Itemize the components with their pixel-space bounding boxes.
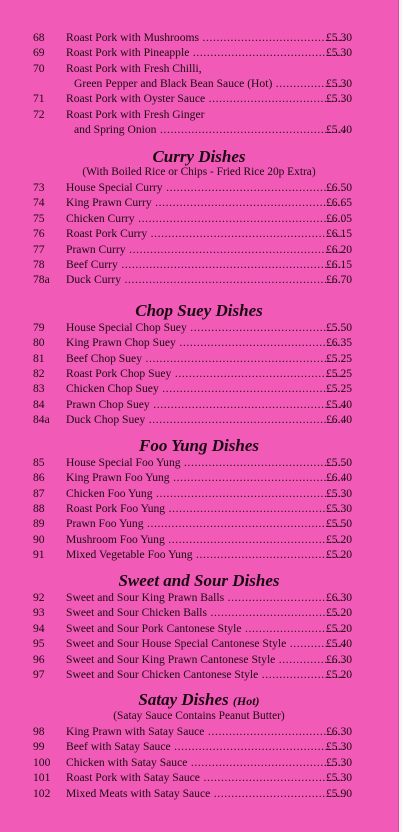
menu-item <box>0 181 398 194</box>
item-number: 91 <box>33 548 45 561</box>
item-price: £5.30 <box>326 46 353 59</box>
item-number: 75 <box>33 212 45 225</box>
menu-item <box>0 548 398 561</box>
menu-item <box>0 92 398 105</box>
item-number: 82 <box>33 367 45 380</box>
item-price: £6.15 <box>326 227 353 240</box>
menu-item <box>0 606 398 619</box>
item-price: £5.20 <box>326 606 353 619</box>
item-price: £5.30 <box>326 756 353 769</box>
item-name: Beef Curry ..... <box>66 258 345 271</box>
item-number: 83 <box>33 382 45 395</box>
item-name: Sweet and Sour Chicken Balls ..... <box>66 606 345 619</box>
item-price: £6.50 <box>326 181 353 194</box>
item-name: House Special Foo Yung ..... <box>66 456 345 469</box>
item-number: 89 <box>33 517 45 530</box>
section-title-text: Sweet and Sour Dishes <box>118 571 280 590</box>
item-number: 73 <box>33 181 45 194</box>
menu-item <box>0 725 398 738</box>
item-name: King Prawn Chop Suey ..... <box>66 336 345 349</box>
item-number: 84 <box>33 398 45 411</box>
item-number: 69 <box>33 46 45 59</box>
menu-item <box>0 367 398 380</box>
item-number: 98 <box>33 725 45 738</box>
menu-item <box>0 258 398 271</box>
item-name: Prawn Chop Suey ..... <box>66 398 345 411</box>
item-price: £5.25 <box>326 352 353 365</box>
menu-item <box>0 123 398 136</box>
item-price: £5.30 <box>326 92 353 105</box>
item-price: £6.65 <box>326 196 353 209</box>
item-name: Roast Pork Foo Yung ..... <box>66 502 345 515</box>
item-name: Chicken Chop Suey ..... <box>66 382 345 395</box>
foo-yung-section-title <box>0 436 398 456</box>
item-number: 81 <box>33 352 45 365</box>
curry-section-note: (With Boiled Rice or Chips - Fried Rice 20p Extra) <box>82 166 316 178</box>
menu-item <box>0 273 398 286</box>
item-price: £6.30 <box>326 591 353 604</box>
item-name: Roast Pork with Mushrooms ..... <box>66 31 345 44</box>
item-number: 79 <box>33 321 45 334</box>
section-title-text: Satay Dishes <box>138 690 229 709</box>
item-name: Sweet and Sour King Prawn Cantonese Style ..... <box>66 653 345 666</box>
section-title-text: Chop Suey Dishes <box>135 301 263 320</box>
item-price: £5.30 <box>326 771 353 784</box>
item-number: 88 <box>33 502 45 515</box>
item-number: 90 <box>33 533 45 546</box>
item-name: Sweet and Sour King Prawn Balls ..... <box>66 591 345 604</box>
item-price: £6.40 <box>326 413 353 426</box>
item-price: £5.40 <box>326 398 353 411</box>
item-price: £6.40 <box>326 471 353 484</box>
item-number: 72 <box>33 108 45 121</box>
item-number: 74 <box>33 196 45 209</box>
curry-section-title <box>0 147 398 167</box>
item-name: Chicken Foo Yung ..... <box>66 487 345 500</box>
menu-item <box>0 471 398 484</box>
item-number: 77 <box>33 243 45 256</box>
menu-item <box>0 336 398 349</box>
item-price: £5.30 <box>326 740 353 753</box>
item-price: £6.30 <box>326 725 353 738</box>
item-price: £5.50 <box>326 321 353 334</box>
menu-item <box>0 243 398 256</box>
section-subtitle: (Hot) <box>232 694 260 708</box>
item-name: Mushroom Foo Yung ..... <box>66 533 345 546</box>
item-name: Roast Pork with Fresh Ginger <box>66 108 205 121</box>
section-title-text: Foo Yung Dishes <box>139 436 259 455</box>
menu-item <box>0 321 398 334</box>
item-name: Roast Pork Chop Suey ..... <box>66 367 345 380</box>
item-name: House Special Curry ..... <box>66 181 345 194</box>
menu-item <box>0 787 398 800</box>
item-price: £5.20 <box>326 548 353 561</box>
item-number: 71 <box>33 92 45 105</box>
menu-item <box>0 637 398 650</box>
item-name: Chicken with Satay Sauce ..... <box>66 756 345 769</box>
item-price: £5.30 <box>326 487 353 500</box>
item-price: £5.30 <box>326 502 353 515</box>
item-number: 78 <box>33 258 45 271</box>
item-price: £5.25 <box>326 367 353 380</box>
menu-item <box>0 413 398 426</box>
item-name: King Prawn with Satay Sauce ..... <box>66 725 345 738</box>
sweet-sour-section-title <box>0 571 398 591</box>
item-number: 96 <box>33 653 45 666</box>
menu-item <box>0 740 398 753</box>
item-name: Sweet and Sour House Special Cantonese Style ..... <box>66 637 345 650</box>
item-price: £6.30 <box>326 653 353 666</box>
menu-item <box>0 31 398 44</box>
item-number: 92 <box>33 591 45 604</box>
menu-item <box>0 62 398 75</box>
item-number: 93 <box>33 606 45 619</box>
menu-item <box>0 622 398 635</box>
item-name: Chicken Curry ..... <box>66 212 345 225</box>
item-name: Mixed Meats with Satay Sauce ..... <box>66 787 345 800</box>
item-name: Green Pepper and Black Bean Sauce (Hot) ..... <box>74 77 345 90</box>
item-price: £5.40 <box>326 637 353 650</box>
item-name: House Special Chop Suey ..... <box>66 321 345 334</box>
item-name: Prawn Curry ..... <box>66 243 345 256</box>
item-number: 85 <box>33 456 45 469</box>
item-number: 76 <box>33 227 45 240</box>
item-number: 78a <box>33 273 50 286</box>
menu-item <box>0 77 398 90</box>
item-number: 95 <box>33 637 45 650</box>
item-number: 97 <box>33 668 45 681</box>
menu-item <box>0 533 398 546</box>
item-name: Beef Chop Suey ..... <box>66 352 345 365</box>
menu-item <box>0 382 398 395</box>
menu-item <box>0 398 398 411</box>
section-title-text: Curry Dishes <box>152 147 246 166</box>
item-name: Roast Pork with Satay Sauce ..... <box>66 771 345 784</box>
item-name: Prawn Foo Yung ..... <box>66 517 345 530</box>
item-name: Roast Pork with Pineapple ..... <box>66 46 345 59</box>
item-price: £5.50 <box>326 456 353 469</box>
item-name: Roast Pork Curry ..... <box>66 227 345 240</box>
item-name: Sweet and Sour Chicken Cantonese Style ..... <box>66 668 345 681</box>
item-number: 94 <box>33 622 45 635</box>
menu-item <box>0 591 398 604</box>
item-number: 80 <box>33 336 45 349</box>
menu-item <box>0 108 398 121</box>
menu-item <box>0 653 398 666</box>
menu-item <box>0 227 398 240</box>
item-price: £5.25 <box>326 382 353 395</box>
item-price: £5.90 <box>326 787 353 800</box>
item-price: £5.40 <box>326 123 353 136</box>
item-name: and Spring Onion ..... <box>74 123 345 136</box>
item-name: Roast Pork with Oyster Sauce ..... <box>66 92 345 105</box>
item-price: £5.30 <box>326 31 353 44</box>
item-number: 86 <box>33 471 45 484</box>
item-price: £5.30 <box>326 77 353 90</box>
satay-section-note: (Satay Sauce Contains Peanut Butter) <box>113 710 285 722</box>
menu-item <box>0 668 398 681</box>
item-name: Duck Curry ..... <box>66 273 345 286</box>
menu-item <box>0 487 398 500</box>
item-number: 87 <box>33 487 45 500</box>
item-price: £6.20 <box>326 243 353 256</box>
item-name: Sweet and Sour Pork Cantonese Style ..... <box>66 622 345 635</box>
item-number: 100 <box>33 756 51 769</box>
menu-item <box>0 46 398 59</box>
item-price: £6.70 <box>326 273 353 286</box>
item-number: 102 <box>33 787 51 800</box>
item-price: £5.50 <box>326 517 353 530</box>
chop-suey-section-title <box>0 301 398 321</box>
item-name: Beef with Satay Sauce ..... <box>66 740 345 753</box>
menu-item <box>0 212 398 225</box>
item-number: 101 <box>33 771 51 784</box>
menu-item <box>0 517 398 530</box>
item-number: 84a <box>33 413 50 426</box>
menu-item <box>0 502 398 515</box>
item-price: £6.15 <box>326 258 353 271</box>
item-name: King Prawn Foo Yung ..... <box>66 471 345 484</box>
item-name: Duck Chop Suey ..... <box>66 413 345 426</box>
item-name: Roast Pork with Fresh Chilli, <box>66 62 202 75</box>
item-price: £5.20 <box>326 533 353 546</box>
item-number: 99 <box>33 740 45 753</box>
item-price: £5.20 <box>326 668 353 681</box>
menu-item <box>0 196 398 209</box>
menu-item <box>0 352 398 365</box>
item-name: Mixed Vegetable Foo Yung ..... <box>66 548 345 561</box>
menu-item <box>0 756 398 769</box>
item-number: 70 <box>33 62 45 75</box>
item-name: King Prawn Curry ..... <box>66 196 345 209</box>
menu-item <box>0 771 398 784</box>
item-price: £6.05 <box>326 212 353 225</box>
item-price: £5.20 <box>326 622 353 635</box>
satay-section-title <box>0 690 398 711</box>
item-price: £6.35 <box>326 336 353 349</box>
item-number: 68 <box>33 31 45 44</box>
menu-item <box>0 456 398 469</box>
